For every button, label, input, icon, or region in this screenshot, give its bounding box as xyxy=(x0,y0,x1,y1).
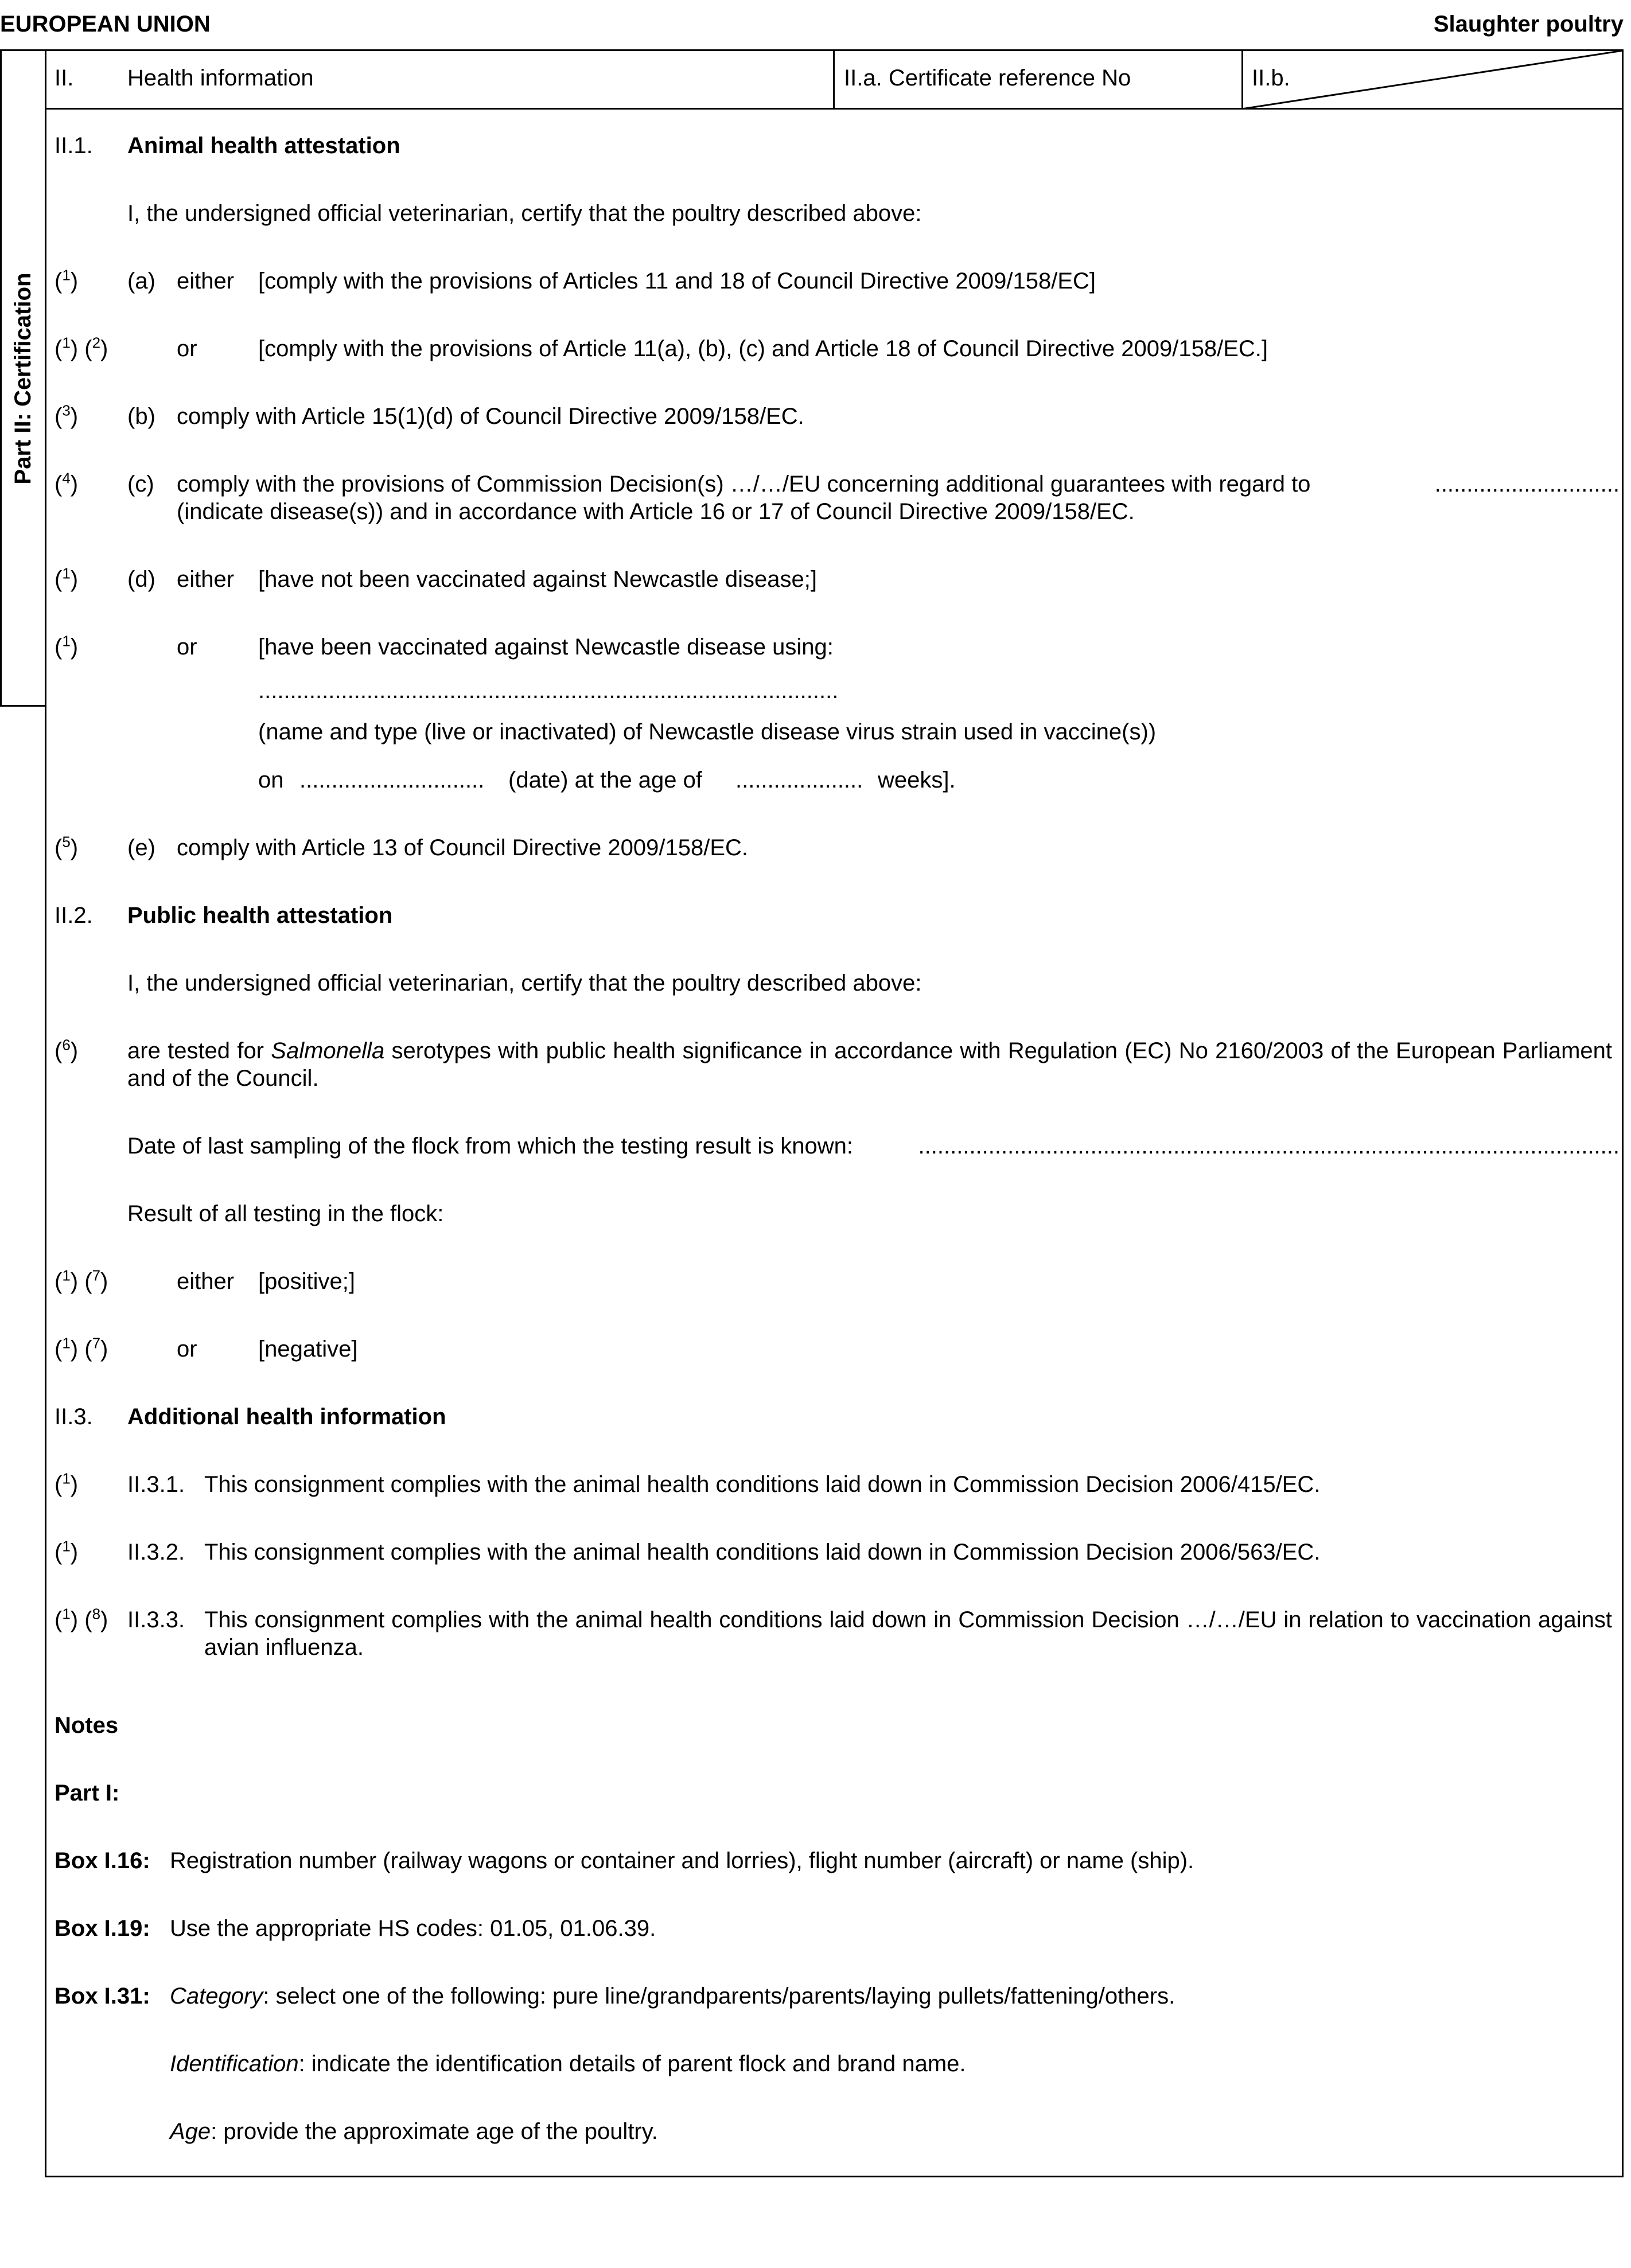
s1-a-word: either xyxy=(177,268,235,294)
s3-i2-text: This consignment complies with the animal health conditions laid down in Commission Decision 2006/563/EC. xyxy=(204,1540,1321,1565)
frame-left-line xyxy=(0,49,2,707)
s2-p-ref: ($^6$) xyxy=(55,1036,79,1063)
s3-i2-number: II.3.2. xyxy=(127,1540,185,1565)
notes-box31-identification xyxy=(170,2050,966,2078)
top-row-divider-1 xyxy=(833,49,835,110)
s1-d2-word: or xyxy=(177,634,197,660)
s1-d-ref: ($^1$) xyxy=(55,564,79,592)
s2-result-label: Result of all testing in the flock: xyxy=(127,1201,444,1226)
notes-box31-category-text: : select one of the following: pure line/grandparents/parents/laying pullets/fattening/others. xyxy=(263,1983,1175,2009)
s3-i1-number: II.3.1. xyxy=(127,1472,185,1497)
notes-box31-age xyxy=(170,2118,658,2145)
s1-d2-dots-age: .................... xyxy=(735,767,863,793)
notes-box16-text: Registration number (railway wagons or container and lorries), flight number (aircraft) or name (ship). xyxy=(170,1848,1194,1873)
s1-d2-dots: ........................................................................................... xyxy=(258,678,839,703)
s2-number: II.2. xyxy=(55,903,93,928)
s1-a2-ref: ($^1$) ($^2$) xyxy=(55,334,108,361)
s3-i2-ref: ($^1$) xyxy=(55,1537,79,1565)
s1-number: II.1. xyxy=(55,133,93,158)
s1-a-letter: (a) xyxy=(127,268,155,294)
certificate-reference-label: II.a. Certificate reference No xyxy=(844,65,1131,91)
s3-i1-text: This consignment complies with the animal health conditions laid down in Commission Decision 2006/415/EC. xyxy=(204,1472,1321,1497)
s2-p-text-post: serotypes with public health significance in accordance with Regulation (EC) No 2160/2003 of the European Parliament and of the Council. xyxy=(127,1038,1612,1091)
s1-c-letter: (c) xyxy=(127,471,154,497)
s1-b-letter: (b) xyxy=(127,404,155,429)
s3-i1-ref: ($^1$) xyxy=(55,1470,79,1497)
s1-a-text: [comply with the provisions of Articles 11 and 18 of Council Directive 2009/158/EC] xyxy=(258,268,1096,294)
side-tab-label: Part II: Certification xyxy=(10,272,36,485)
s2-neg-word: or xyxy=(177,1336,197,1362)
s1-a-ref: ($^1$) xyxy=(55,266,79,294)
notes-box31-category xyxy=(170,1982,1175,2010)
s2-pos-word: either xyxy=(177,1269,235,1294)
s2-title: Public health attestation xyxy=(127,903,393,928)
s1-d2-on: on xyxy=(258,767,284,793)
notes-box31-identification-text: : indicate the identification details of parent flock and brand name. xyxy=(298,2051,966,2076)
s1-d2-date: (date) at the age of xyxy=(508,767,703,793)
s1-d-text: [have not been vaccinated against Newcastle disease;] xyxy=(258,567,817,592)
s1-a2-text: [comply with the provisions of Article 11(a), (b), (c) and Article 18 of Council Directive 2009/158/EC.] xyxy=(258,336,1268,361)
header-left: EUROPEAN UNION xyxy=(0,11,211,37)
s2-intro: I, the undersigned official veterinarian, certify that the poultry described above: xyxy=(127,971,922,996)
notes-box16-label: Box I.16: xyxy=(55,1848,150,1873)
notes-box19-text: Use the appropriate HS codes: 01.05, 01.06.39. xyxy=(170,1916,656,1941)
frame-bottom-line xyxy=(45,2176,1624,2177)
notes-box31-identification-label: Identification xyxy=(170,2051,299,2076)
s1-d2-text: [have been vaccinated against Newcastle disease using: xyxy=(258,634,834,660)
s2-neg-ref: ($^1$) ($^7$) xyxy=(55,1334,108,1362)
header-right: Slaughter poultry xyxy=(1433,11,1624,37)
s1-b-text: comply with Article 15(1)(d) of Council Directive 2009/158/EC. xyxy=(177,404,804,429)
notes-title: Notes xyxy=(55,1713,119,1738)
content-left-line xyxy=(45,49,46,2177)
s2-date-dots: .............................................................................................................. xyxy=(918,1133,1620,1159)
s1-d-word: either xyxy=(177,567,235,592)
s1-c-text2: (indicate disease(s)) and in accordance with Article 16 or 17 of Council Directive 2009/158/EC. xyxy=(177,499,1135,524)
s1-intro: I, the undersigned official veterinarian, certify that the poultry described above: xyxy=(127,201,922,226)
iib-label: II.b. xyxy=(1252,65,1290,91)
notes-box31-age-text: : provide the approximate age of the poultry. xyxy=(211,2119,658,2144)
s1-title: Animal health attestation xyxy=(127,133,400,158)
notes-box31-category-label: Category xyxy=(170,1983,263,2009)
s1-d2-dots-date: ............................. xyxy=(299,767,485,793)
s2-p-text-italic: Salmonella xyxy=(271,1038,385,1063)
notes-box19-label: Box I.19: xyxy=(55,1916,150,1941)
s3-i3-text: This consignment complies with the animal health conditions laid down in Commission Decision …/…/EU in relation to vaccination against avian influenza. xyxy=(204,1607,1612,1660)
s2-p-text xyxy=(127,1037,1612,1092)
s2-pos-text: [positive;] xyxy=(258,1269,355,1294)
notes-box31-label: Box I.31: xyxy=(55,1983,150,2009)
s2-p-text-pre: are tested for xyxy=(127,1038,264,1063)
s1-e-ref: ($^5$) xyxy=(55,833,79,860)
s1-e-letter: (e) xyxy=(127,835,155,860)
s1-d2-ref: ($^1$) xyxy=(55,632,79,660)
s3-i3-ref: ($^1$) ($^8$) xyxy=(55,1605,108,1632)
s2-pos-ref: ($^1$) ($^7$) xyxy=(55,1267,108,1294)
notes-part-label: Part I: xyxy=(55,1780,120,1806)
s1-d2-weeks: weeks]. xyxy=(878,767,956,793)
s1-e-text: comply with Article 13 of Council Directive 2009/158/EC. xyxy=(177,835,749,860)
iib-diagonal-line xyxy=(1241,49,1624,110)
s3-title: Additional health information xyxy=(127,1404,446,1429)
s1-d2-name: (name and type (live or inactivated) of Newcastle disease virus strain used in vaccine(s)) xyxy=(258,719,1157,745)
section-label: Health information xyxy=(127,65,314,91)
s1-c-dots: ............................. xyxy=(1434,471,1620,497)
s1-b-ref: ($^3$) xyxy=(55,402,79,429)
s2-date-label: Date of last sampling of the flock from which the testing result is known: xyxy=(127,1133,854,1159)
s1-a2-word: or xyxy=(177,336,197,361)
side-tab-bottom-line xyxy=(0,705,46,707)
notes-box31-age-label: Age xyxy=(170,2119,211,2144)
frame-right-line xyxy=(1622,49,1624,2177)
s1-d-letter: (d) xyxy=(127,567,155,592)
s1-c-text1: comply with the provisions of Commission Decision(s) …/…/EU concerning additional guarantees with regard to xyxy=(177,471,1311,497)
s3-i3-number: II.3.3. xyxy=(127,1607,185,1632)
s2-neg-text: [negative] xyxy=(258,1336,358,1362)
s1-c-ref: ($^4$) xyxy=(55,469,79,497)
s3-number: II.3. xyxy=(55,1404,93,1429)
section-number: II. xyxy=(55,65,74,91)
